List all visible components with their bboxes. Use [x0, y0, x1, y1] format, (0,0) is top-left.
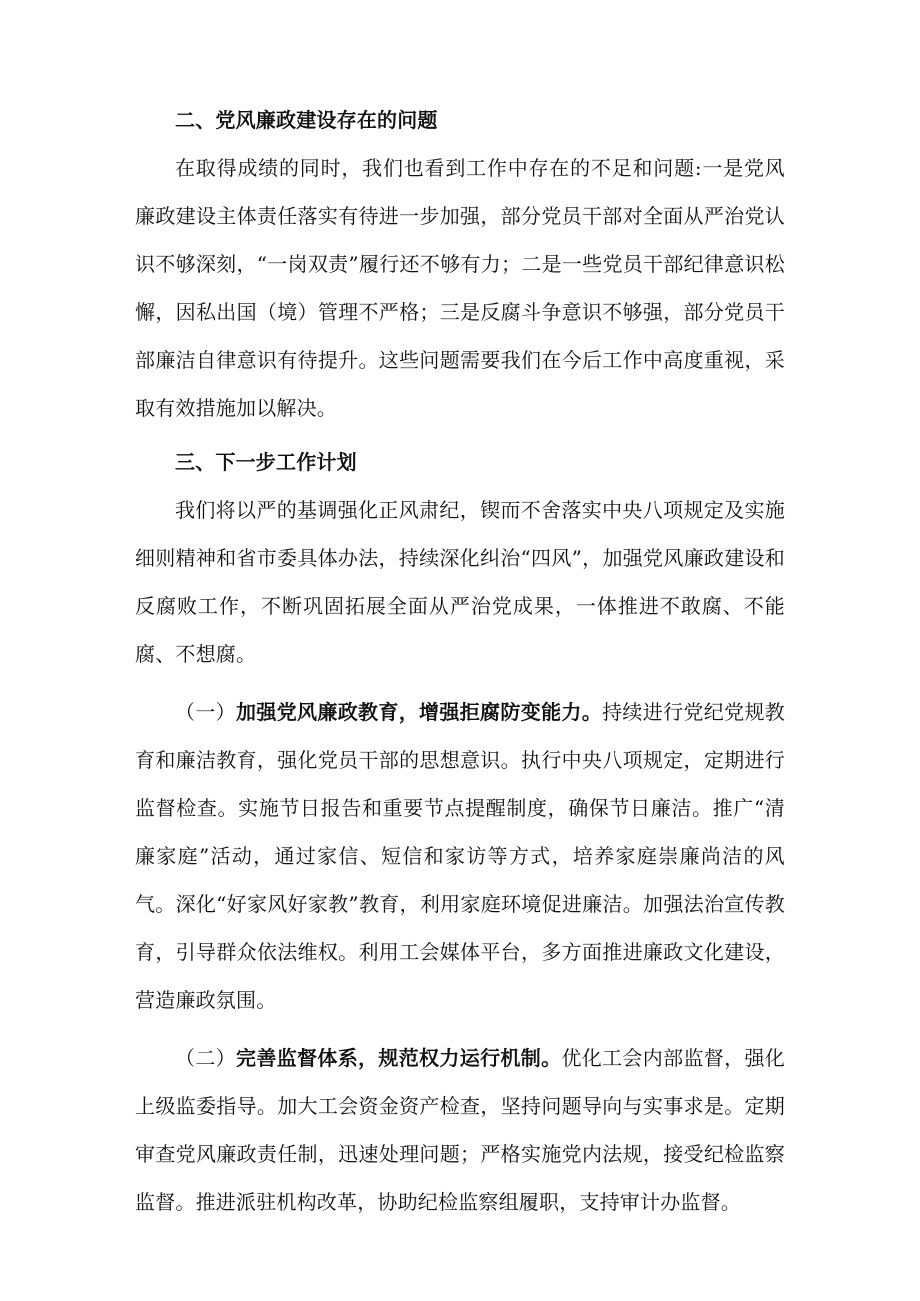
- paragraph-next-steps-intro: 我们将以严的基调强化正风肃纪，锲而不舍落实中央八项规定及实施细则精神和省市委具体办法，持续深化纠治“四风”，加强党风廉政建设和反腐败工作，不断巩固拓展全面从严治党成果，一体推进不敢腐、不能腐、不想腐。: [135, 498, 785, 666]
- paragraph-problems: 在取得成绩的同时，我们也看到工作中存在的不足和问题:一是党风廉政建设主体责任落实有待进一步加强，部分党员干部对全面从严治党认识不够深刻，“一岗双责”履行还不够有力；二是一些党员干部纪律意识松懈，因私出国（境）管理不严格；三是反腐斗争意识不够强，部分党员干部廉洁自律意识有待提升。这些问题需要我们在今后工作中高度重视，采取有效措施加以解决。: [135, 156, 785, 420]
- item-title: 加强党风廉政教育，增强拒腐防变能力。: [236, 700, 603, 724]
- item-title: 完善监督体系，规范权力运行机制。: [236, 1046, 562, 1070]
- item-label: （二）: [175, 1046, 237, 1070]
- section-heading-problems: 二、党风廉政建设存在的问题: [175, 108, 438, 132]
- item-body: 持续进行党纪党规教育和廉洁教育，强化党员干部的思想意识。执行中央八项规定，定期进行监督检查。实施节日报告和重要节点提醒制度，确保节日廉洁。推广“清廉家庭”活动，通过家信、短信和家访等方式，培养家庭崇廉尚洁的风气。深化“好家风好家教”教育，利用家庭环境促进廉洁。加强法治宣传教育，引导群众依法维权。利用工会媒体平台，多方面推进廉政文化建设，营造廉政氛围。: [135, 700, 785, 1012]
- item-label: （一）: [175, 700, 237, 724]
- item-body: 优化工会内部监督，强化上级监委指导。加大工会资金资产检查，坚持问题导向与实事求是。定期审查党风廉政责任制，迅速处理问题；严格实施党内法规，接受纪检监察监督。推进派驻机构改革，协助纪检监察组履职，支持审计办监督。: [135, 1046, 785, 1214]
- document-body: [135, 96, 785, 1226]
- paragraph-item-supervision: [135, 1034, 785, 1226]
- paragraph-item-education: [135, 688, 785, 1024]
- section-heading-next-steps: 三、下一步工作计划: [175, 450, 357, 474]
